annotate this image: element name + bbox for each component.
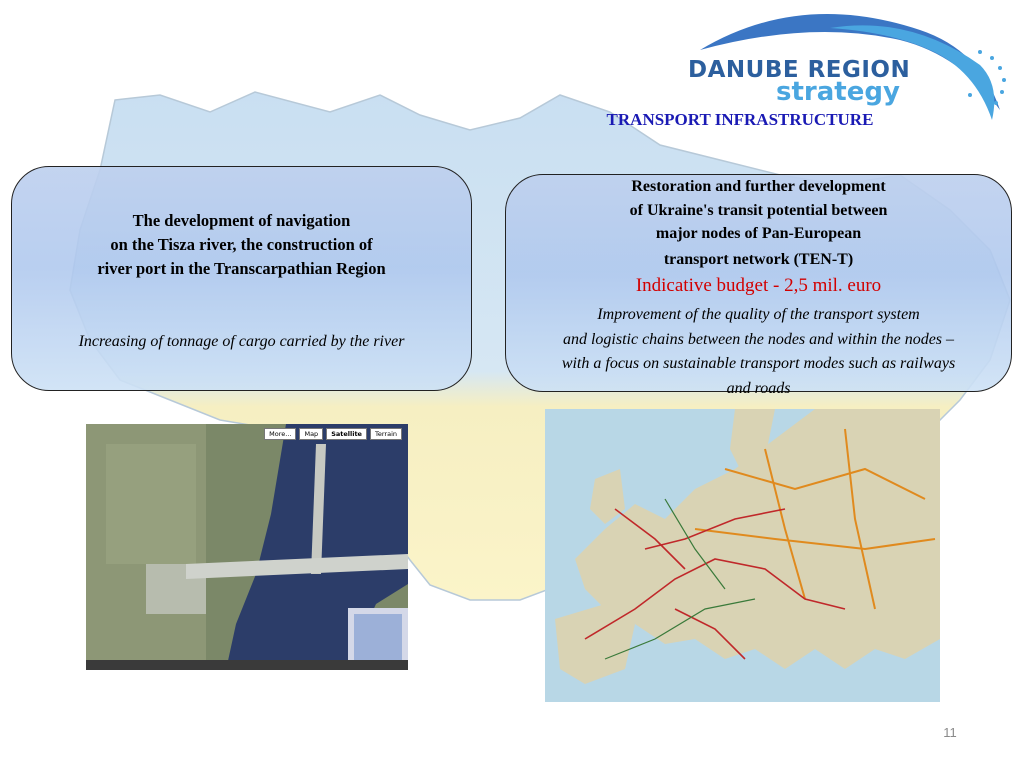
transit-box-title	[506, 175, 1011, 246]
transit-title-line: of Ukraine's transit potential between	[629, 201, 888, 219]
section-title: TRANSPORT INFRASTRUCTURE	[606, 110, 874, 129]
tisza-box-subtitle: Increasing of tonnage of cargo carried by the river	[78, 333, 405, 350]
transit-title-line: transport network (TEN-T)	[663, 251, 854, 268]
logo-title: DANUBE REGION	[688, 57, 911, 83]
ten-t-europe-map	[545, 409, 940, 702]
tisza-box-title	[12, 209, 471, 281]
description-line: and logistic chains between the nodes and within the nodes –	[562, 330, 955, 348]
page-number: 11	[943, 725, 957, 740]
terrain-button[interactable]: Terrain	[370, 428, 402, 440]
tisza-title-line: on the Tisza river, the construction of	[110, 235, 373, 254]
transit-title-line: Restoration and further development	[631, 178, 886, 195]
tisza-title-line: The development of navigation	[132, 211, 351, 230]
satellite-image-graphic	[86, 424, 408, 670]
indicative-budget: Indicative budget - 2,5 mil. euro	[635, 275, 882, 296]
transit-title-line: major nodes of Pan-European	[655, 225, 862, 242]
description-line: Improvement of the quality of the transport system	[597, 306, 920, 323]
tisza-title-line: river port in the Transcarpathian Region	[97, 259, 386, 278]
map-button[interactable]: Map	[299, 428, 323, 440]
transit-potential-box	[505, 174, 1012, 397]
map-more-button[interactable]: More...	[264, 428, 296, 440]
satellite-button[interactable]: Satellite	[326, 428, 367, 440]
tisza-satellite-image	[86, 424, 408, 670]
description-line: and roads	[726, 379, 791, 397]
map-type-toolbar	[264, 428, 402, 440]
tisza-river-box	[11, 166, 472, 391]
europe-map-graphic	[545, 409, 940, 702]
transit-box-description	[502, 303, 1015, 401]
description-line: with a focus on sustainable transport modes such as railways	[561, 355, 956, 372]
logo-subtitle: strategy	[776, 77, 900, 107]
